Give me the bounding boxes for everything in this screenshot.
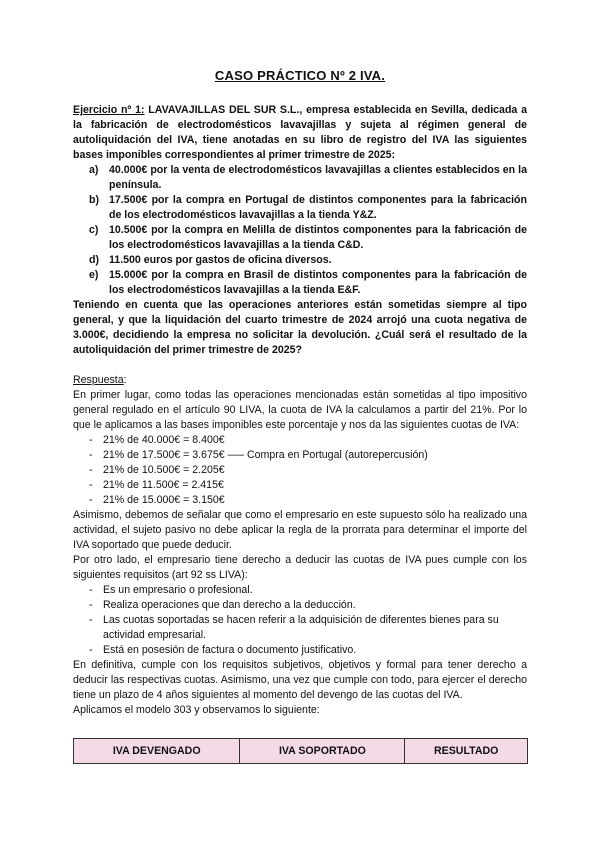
list-item: - Es un empresario o profesional. xyxy=(89,584,253,596)
answer-paragraph-2: Asimismo, debemos de señalar que como el empresario en este supuesto sólo ha realizado una actividad, el sujeto pasivo no debe aplicar la regla de la prorrata para determinar el importe del IVA soportado que puede deducir. xyxy=(73,509,527,551)
list-item: - Realiza operaciones que dan derecho a la deducción. xyxy=(89,599,356,611)
list-item: a) 40.000€ por la venta de electrodomésticos lavavajillas a clientes establecidos en la península. xyxy=(89,164,527,191)
exercise-intro-text: LAVAVAJILLAS DEL SUR S.L., empresa establecida en Sevilla, dedicada a la fabricación de electrodomésticos lavavajillas y sujeta al régimen general de autoliquidación del IVA, tiene anotadas en su libro de registro del IVA las siguientes bases imponibles correspondientes al primer trimestre de 2025: xyxy=(73,104,527,161)
list-item: - Está en posesión de factura o documento justificativo. xyxy=(89,644,357,656)
list-item: - 21% de 40.000€ = 8.400€ xyxy=(89,434,225,446)
header-resultado: RESULTADO xyxy=(405,739,528,764)
page-title: CASO PRÁCTICO Nº 2 IVA. xyxy=(214,68,386,83)
document-page xyxy=(73,68,527,718)
exercise-label: Ejercicio nº 1: xyxy=(73,104,145,116)
exercise-items xyxy=(73,163,527,298)
iva-calculations xyxy=(73,433,527,508)
list-item: c) 10.500€ por la compra en Melilla de distintos componentes para la fabricación de los electrodomésticos lavavajillas a la tienda C&D. xyxy=(89,224,527,251)
answer-label: Respuesta xyxy=(73,374,124,386)
answer-paragraph-4: En definitiva, cumple con los requisitos subjetivos, objetivos y formal para tener derecho a deducir las respectivas cuotas. Asimismo, una vez que cumple con todo, para ejercer el derecho tiene un plazo de 4 años siguientes al momento del devengo de las cuotas del IVA. xyxy=(73,659,527,701)
requirements-list xyxy=(73,583,527,658)
exercise-question: Teniendo en cuenta que las operaciones anteriores están sometidas siempre al tipo general, y que la liquidación del cuarto trimestre de 2024 arrojó una cuota negativa de 3.000€, decidiendo la empresa no solicitar la devolución. ¿Cuál será el resultado de la autoliquidación del primer trimestre de 2025? xyxy=(73,299,527,356)
answer-heading: Respuesta: xyxy=(73,374,127,386)
answer-paragraph-3: Por otro lado, el empresario tiene derecho a deducir las cuotas de IVA pues cumple con los siguientes requisitos (art 92 ss LIVA): xyxy=(73,554,527,581)
header-iva-devengado: IVA DEVENGADO xyxy=(74,739,240,764)
list-item: - Las cuotas soportadas se hacen referir a la adquisición de diferentes bienes para su actividad empresarial. xyxy=(89,614,499,641)
list-item: d) 11.500 euros por gastos de oficina diversos. xyxy=(89,254,332,266)
header-iva-soportado: IVA SOPORTADO xyxy=(240,739,405,764)
list-item: b) 17.500€ por la compra en Portugal de distintos componentes para la fabricación de los electrodomésticos lavavajillas a la tienda Y&Z. xyxy=(89,194,527,221)
answer-paragraph-5: Aplicamos el modelo 303 y observamos lo siguiente: xyxy=(73,704,320,716)
list-item: e) 15.000€ por la compra en Brasil de distintos componentes para la fabricación de los electrodomésticos lavavajillas a la tienda E&F. xyxy=(89,269,527,296)
table-header-row xyxy=(74,739,528,764)
exercise-intro xyxy=(73,103,527,163)
answer-paragraph-1: En primer lugar, como todas las operaciones mencionadas están sometidas al tipo impositivo general regulado en el artículo 90 LIVA, la cuota de IVA la calculamos a partir del 21%. Por lo que le aplicamos a las bases imponibles este porcentaje y nos da las siguientes cuotas de IVA: xyxy=(73,389,527,431)
list-item: - 21% de 11.500€ = 2.415€ xyxy=(89,479,224,491)
list-item: - 21% de 10.500€ = 2.205€ xyxy=(89,464,225,476)
list-item: - 21% de 17.500€ = 3.675€ —– Compra en Portugal (autorepercusión) xyxy=(89,449,428,461)
list-item: - 21% de 15.000€ = 3.150€ xyxy=(89,494,225,506)
result-table xyxy=(73,738,528,764)
